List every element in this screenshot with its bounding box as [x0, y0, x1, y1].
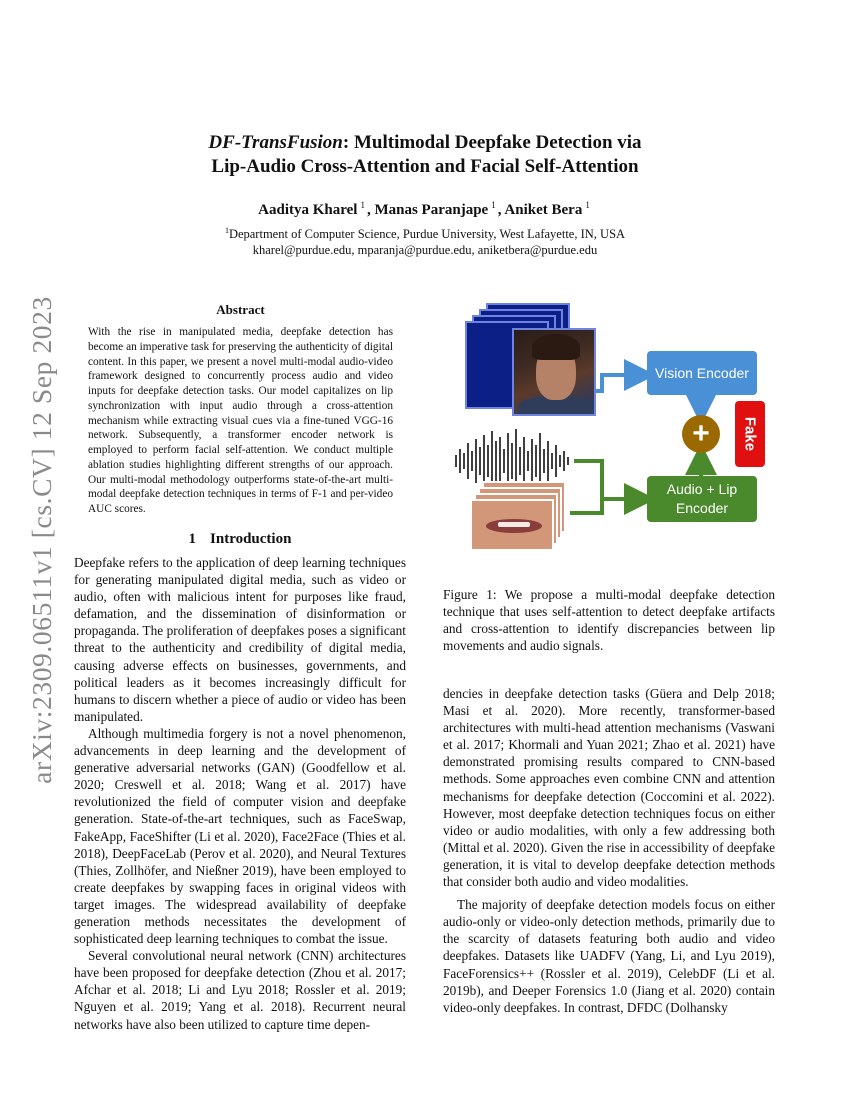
fake-output-box	[735, 401, 765, 467]
lip-frame	[470, 499, 554, 551]
title-line-1	[0, 131, 850, 155]
author-name: Aniket Bera	[504, 202, 583, 218]
lip-arrow	[570, 499, 602, 513]
section-title: Introduction	[210, 531, 292, 547]
author-name: Manas Paranjape	[374, 202, 489, 218]
audio-arrow	[574, 461, 640, 499]
paper-title	[0, 131, 850, 179]
title-emphasis: DF-TransFusion	[208, 132, 343, 153]
author-name: Aaditya Kharel	[258, 202, 358, 218]
vision-encoder-box: Vision Encoder	[647, 351, 757, 395]
audio-lip-encoder-label-1: Audio + Lip	[666, 481, 738, 497]
paragraph: Although multimedia forgery is not a novel phenomenon, advancements in deep learning and the development of generative adversarial networks (GAN) (Goodfellow et al. 2020; Creswell et al. 2018; Wang et al. 2017) have revolutionized the field of computer vision and deepfake generation. State-of-the-art techniques, such as FaceSwap, FakeApp, FaceShifter (Li et al. 2020), Face2Face (Thies et al. 2018), DeepFaceLab (Perov et al. 2020), and Neural Textures (Thies, Zollhöfer, and Nießner 2019), have been employed to create deepfakes by swapping faces in original videos with target images. The widespread availability of deepfake generation methods necessitates the development of sophisticated deep learning techniques to combat the issue.	[74, 725, 406, 947]
arxiv-identifier	[22, 295, 62, 785]
title-line-1-rest: : Multimodal Deepfake Detection via	[342, 132, 642, 153]
paragraph: Deepfake refers to the application of deep learning techniques for generating manipulated digital media, such as video or audio, often with malicious intent for purposes like fraud, defamation, and the dissemination of disinformation or propaganda. The proliferation of deepfakes poses a significant threat to the authenticity and credibility of digital media, causing adverse effects on businesses, governments, and political leaders as it becomes increasingly difficult for humans to discern whether a piece of audio or video has been manipulated.	[74, 555, 406, 724]
audio-lip-encoder-label-2: Encoder	[675, 500, 729, 516]
fake-output-label: Fake	[741, 416, 759, 452]
title-line-2: Lip-Audio Cross-Attention and Facial Self-Attention	[211, 156, 639, 177]
section-heading	[75, 531, 405, 548]
face-hair	[532, 334, 580, 360]
intro-right-column	[443, 685, 775, 1016]
face-video-frame	[512, 328, 596, 416]
affiliation	[0, 223, 850, 258]
paragraph: Several convolutional neural network (CNN) architectures have been proposed for deepfake detection (Zhou et al. 2017; Afchar et al. 2018; Li and Lyu 2018; Rossler et al. 2019; Nguyen et al. 2019; Yang et al. 2018). Recurrent neural networks have also been utilized to capture time depen-	[74, 948, 406, 1032]
affiliation-mark: 1	[224, 226, 229, 235]
author-affil-mark: 1	[491, 200, 496, 210]
author-affil-mark: 1	[360, 200, 365, 210]
figure-caption: Figure 1: We propose a multi-modal deepfake detection technique that uses self-attention to detect deepfake artifacts and cross-attention to identify discrepancies between lip movements and audio signals.	[443, 587, 775, 653]
section-number: 1	[188, 531, 197, 547]
affiliation-line	[0, 223, 850, 242]
paragraph: dencies in deepfake detection tasks (Güera and Delp 2018; Masi et al. 2020). More recently, transformer-based architectures with multi-head attention mechanisms (Vaswani et al. 2017; Khormali and Yuan 2021; Zhao et al. 2021) have demonstrated promising results compared to CNN-based methods. Some approaches even combine CNN and attention mechanisms for deepfake detection (Coccomini et al. 2022). However, most deepfake detection techniques focus on either video or audio modalities, with only a few addressing both (Mittal et al. 2020). Given the rise in accessibility of deepfake generation, it is vital to develop deepfake detection methods that consider both audio and video modalities.	[443, 686, 775, 890]
affiliation-text: Department of Computer Science, Purdue University, West Lafayette, IN, USA	[228, 227, 626, 241]
author-affil-mark: 1	[585, 200, 590, 210]
lip-mouth	[486, 519, 542, 533]
figure-1	[452, 303, 777, 573]
abstract-body: With the rise in manipulated media, deepfake detection has become an imperative task for preserving the authenticity of digital content. In this paper, we present a novel multi-modal audio-video framework designed to concurrently process audio and video inputs for deepfake detection tasks. Our model capitalizes on lip synchronization with input audio through a cross-attention mechanism while extracting visual cues via a fine-tuned VGG-16 network. Subsequently, a transformer encoder network is employed to perform facial self-attention. We conduct multiple ablation studies highlighting different strengths of our approach. Our multi-modal methodology outperforms state-of-the-art multi-modal deepfake detection techniques in terms of F-1 and per-video AUC scores.	[88, 326, 393, 515]
intro-left-column	[74, 554, 406, 1033]
author-list: Aaditya Kharel $^1$ , Manas Paranjape $^1$ , Aniket Bera $^1$	[258, 200, 590, 218]
arxiv-id-text: arXiv:2309.06511v1 [cs.CV] 12 Sep 2023	[26, 296, 57, 784]
abstract-heading: Abstract	[216, 302, 265, 317]
audio-lip-encoder-box	[647, 476, 757, 522]
fusion-plus-icon: +	[682, 415, 720, 453]
author-emails: kharel@purdue.edu, mparanja@purdue.edu, aniketbera@purdue.edu	[252, 243, 598, 257]
paragraph: The majority of deepfake detection models focus on either audio-only or video-only detection methods, primarily due to the scarcity of datasets featuring both audio and video deepfakes. Datasets like UADFV (Yang, Li, and Lyu 2019), FaceForensics++ (Rossler et al. 2019), CelebDF (Li et al. 2019b), and Deeper Forensics 1.0 (Jiang et al. 2020) contain video-only deepfakes. In contrast, DFDC (Dolhansky	[443, 897, 775, 1015]
